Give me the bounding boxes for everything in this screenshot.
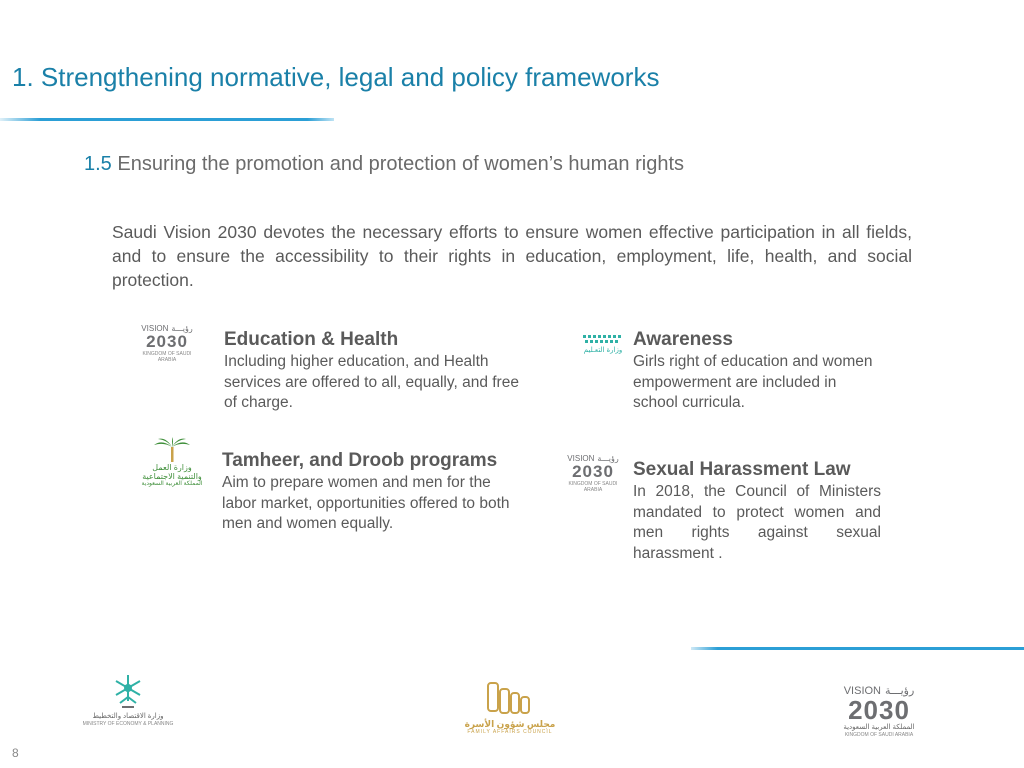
tamheer-droob-title: Tamheer, and Droob programs (222, 450, 498, 471)
labor-ar-line3: المملكة العربية السعودية (141, 480, 203, 487)
sexual-harassment-law-body: In 2018, the Council of Ministers mandated to protect women and men rights against sexual harassment . (633, 483, 881, 562)
family-affairs-council-logo (462, 674, 558, 740)
section-number: 1.5 (84, 153, 112, 175)
labor-ar-line1: وزارة العمل (152, 462, 192, 472)
family-figures-icon (484, 679, 536, 719)
vision-caption: KINGDOM OF SAUDI ARABIA (142, 350, 192, 363)
vision-ar-caption: المملكة العربية السعودية (843, 723, 915, 731)
family-en-label: FAMILY AFFAIRS COUNCIL (467, 729, 553, 735)
vision-number: 2030 (146, 331, 188, 351)
education-ar-label: وزارة التعـليم (583, 347, 623, 354)
vision-ar-label: رؤيـــة (885, 684, 915, 697)
ministry-of-labor-logo (134, 430, 210, 494)
vision-2030-logo-2 (564, 452, 622, 494)
vision-ar-label: رؤيـــة (597, 453, 619, 463)
awareness-body: Girls right of education and women empowerment are included in school curricula. (633, 353, 873, 411)
vision-number: 2030 (848, 694, 910, 725)
page-number: 8 (12, 746, 19, 760)
vision-label: VISION (141, 323, 169, 333)
vision-ar-label: رؤيـــة (171, 323, 193, 333)
ministry-of-education-logo (580, 322, 626, 366)
page-title: 1. Strengthening normative, legal and policy frameworks (12, 62, 660, 92)
education-health-body: Including higher education, and Health services are offered to all, equally, and free of charge. (224, 353, 519, 411)
vision-2030-logo (136, 322, 198, 364)
palm-tree-icon (152, 437, 192, 463)
footer-divider (691, 647, 1024, 650)
section-heading (84, 153, 684, 176)
family-ar-label: مجلس شؤون الأسرة (464, 719, 556, 729)
ministry-of-economy-logo (80, 664, 176, 734)
tamheer-droob-body: Aim to prepare women and men for the labor market, opportunities offered to both men and women equally. (222, 474, 510, 532)
education-emblem-icon (581, 333, 625, 347)
sexual-harassment-law-title: Sexual Harassment Law (633, 459, 851, 480)
economy-ar-label: وزارة الاقتصاد والتخطيط (92, 713, 164, 720)
section-title: Ensuring the promotion and protection of women’s human rights (117, 153, 684, 175)
intro-paragraph: Saudi Vision 2030 devotes the necessary efforts to ensure women effective participation in all fields, and to ensure the accessibility to their rights in education, employment, life, health, and social protection. (112, 222, 912, 290)
vision-label: VISION (567, 453, 595, 463)
economy-emblem-icon (108, 671, 148, 713)
labor-ar-line2: والتنمية الاجتماعية (142, 471, 202, 481)
economy-en-label: MINISTRY OF ECONOMY & PLANNING (82, 721, 174, 727)
awareness-title: Awareness (633, 329, 733, 350)
vision-caption: KINGDOM OF SAUDI ARABIA (568, 480, 618, 493)
vision-label: VISION (843, 684, 882, 697)
education-health-title: Education & Health (224, 329, 399, 350)
vision-number: 2030 (572, 461, 614, 481)
title-divider (0, 118, 334, 121)
vision-2030-footer-logo (834, 682, 924, 740)
vision-caption: KINGDOM OF SAUDI ARABIA (844, 731, 914, 738)
